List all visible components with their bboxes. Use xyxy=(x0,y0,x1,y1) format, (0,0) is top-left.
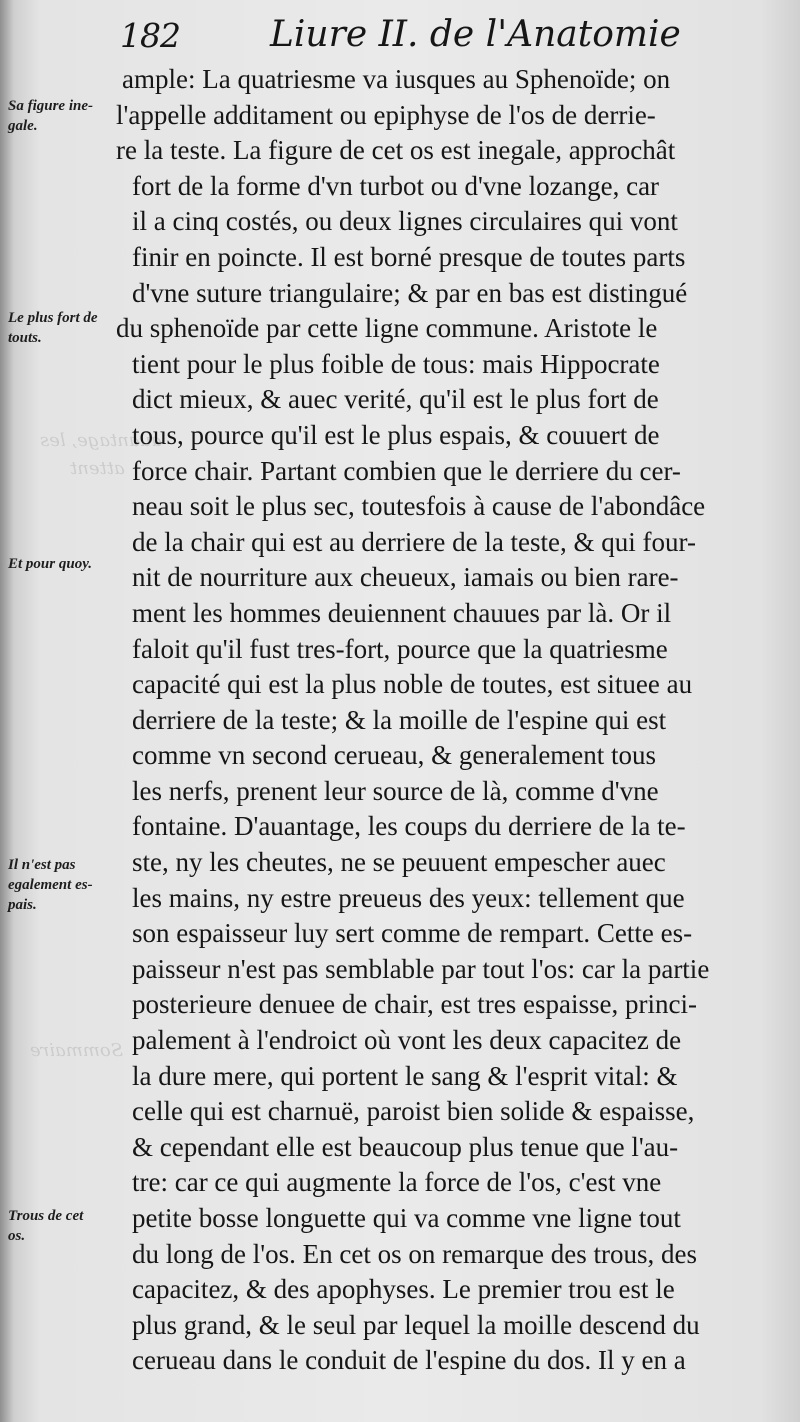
text-line: fort de la forme d'vn turbot ou d'vne lozange, car xyxy=(132,170,660,201)
text-line: d'vne suture triangulaire; & par en bas est distingué xyxy=(132,277,688,308)
show-through-ink: attent xyxy=(70,458,125,479)
text-line: & cependant elle est beaucoup plus tenue que l'au- xyxy=(132,1131,679,1162)
text-line: ste, ny les cheutes, ne se peuuent empescher auec xyxy=(132,847,666,878)
margin-note-line: Trous de cet xyxy=(8,1208,84,1224)
text-line: ment les hommes deuiennent chauues par là. Or il xyxy=(132,597,672,628)
text-line: fontaine. D'auantage, les coups du derriere de la te- xyxy=(132,811,686,842)
text-line: capacitez, & des apophyses. Le premier trou est le xyxy=(132,1274,675,1305)
margin-note-line: gale. xyxy=(8,118,38,134)
text-line: paisseur n'est pas semblable par tout l'os: car la partie xyxy=(132,953,710,984)
margin-note-line: egalement es- xyxy=(8,877,93,893)
text-line: palement à l'endroict où vont les deux capacitez de xyxy=(132,1025,682,1056)
text-line: tous, pource qu'il est le plus espais, & couuert de xyxy=(132,419,660,450)
text-line: il a cinq costés, ou deux lignes circulaires qui vont xyxy=(132,206,678,237)
body-text xyxy=(116,62,716,1379)
text-line: son espaisseur luy sert comme de rempart. Cette es- xyxy=(132,918,693,949)
text-line: petite bosse longuette qui va comme vne ligne tout xyxy=(132,1203,681,1233)
text-line: comme vn second cerueau, & generalement tous xyxy=(132,740,657,771)
text-line: posterieure denuee de chair, est tres espaisse, princi- xyxy=(132,989,697,1020)
text-line: du long de l'os. En cet os on remarque des trous, des xyxy=(132,1238,697,1269)
margin-note-why xyxy=(8,554,126,574)
margin-note-line: pais. xyxy=(8,897,37,913)
text-line: dict mieux, & auec verité, qu'il est le plus fort de xyxy=(132,384,659,415)
text-line: capacité qui est la plus noble de toutes, est situee au xyxy=(132,669,693,700)
text-line: finir en poincte. Il est borné presque de toutes parts xyxy=(132,241,686,272)
page-number: 182 xyxy=(120,16,180,55)
text-line: de la chair qui est au derriere de la teste, & qui four- xyxy=(132,526,696,557)
text-line: les nerfs, prenent leur source de là, comme d'vne xyxy=(132,775,659,806)
text-line: du sphenoïde par cette ligne commune. Aristote le xyxy=(116,313,658,344)
show-through-ink: auantage, les xyxy=(40,430,162,451)
text-line: faloit qu'il fust tres-fort, pource que la quatriesme xyxy=(132,633,668,664)
text-line: neau soit le plus sec, toutesfois à cause de l'abondâce xyxy=(132,491,706,522)
text-line: cerueau dans le conduit de l'espine du dos. Il y en a xyxy=(132,1345,686,1376)
text-line: re la teste. La figure de cet os est inegale, approchât xyxy=(116,135,676,166)
margin-note-strongest xyxy=(8,308,126,348)
text-line: l'appelle additament ou epiphyse de l'os de derrie- xyxy=(116,99,656,130)
margin-note-line: Sa figure ine- xyxy=(8,98,94,114)
text-line: les mains, ny estre preueus des yeux: tellement que xyxy=(132,882,685,913)
margin-note-line: touts. xyxy=(8,330,42,346)
margin-note-thickness xyxy=(8,855,126,915)
margin-note-line: Il n'est pas xyxy=(8,857,76,873)
page-header xyxy=(120,14,780,62)
running-title: Liure II. de l'Anatomie xyxy=(270,14,681,55)
margin-note-figure xyxy=(8,96,126,136)
text-line: la dure mere, qui portent le sang & l'esprit vital: & xyxy=(132,1060,678,1091)
margin-note-line: os. xyxy=(8,1228,26,1244)
text-line: ample: La quatriesme va iusques au Sphenoïde; on xyxy=(122,64,671,94)
margin-note-line: Le plus fort de xyxy=(8,310,98,326)
text-line: tre: car ce qui augmente la force de l'os, c'est vne xyxy=(132,1167,662,1198)
text-line: force chair. Partant combien que le derriere du cer- xyxy=(132,455,681,486)
text-line: plus grand, & le seul par lequel la moille descend du xyxy=(132,1309,700,1340)
margin-note-holes xyxy=(8,1206,126,1246)
text-line: nit de nourriture aux cheueux, iamais ou bien rare- xyxy=(132,562,679,593)
text-line: celle qui est charnuë, paroist bien solide & espaisse, xyxy=(132,1096,695,1127)
text-line: tient pour le plus foible de tous: mais Hippocrate xyxy=(132,348,660,379)
text-line: derriere de la teste; & la moille de l'espine qui est xyxy=(132,704,667,735)
show-through-ink: Sommaire xyxy=(30,1040,124,1061)
margin-note-line: Et pour quoy. xyxy=(8,556,93,572)
